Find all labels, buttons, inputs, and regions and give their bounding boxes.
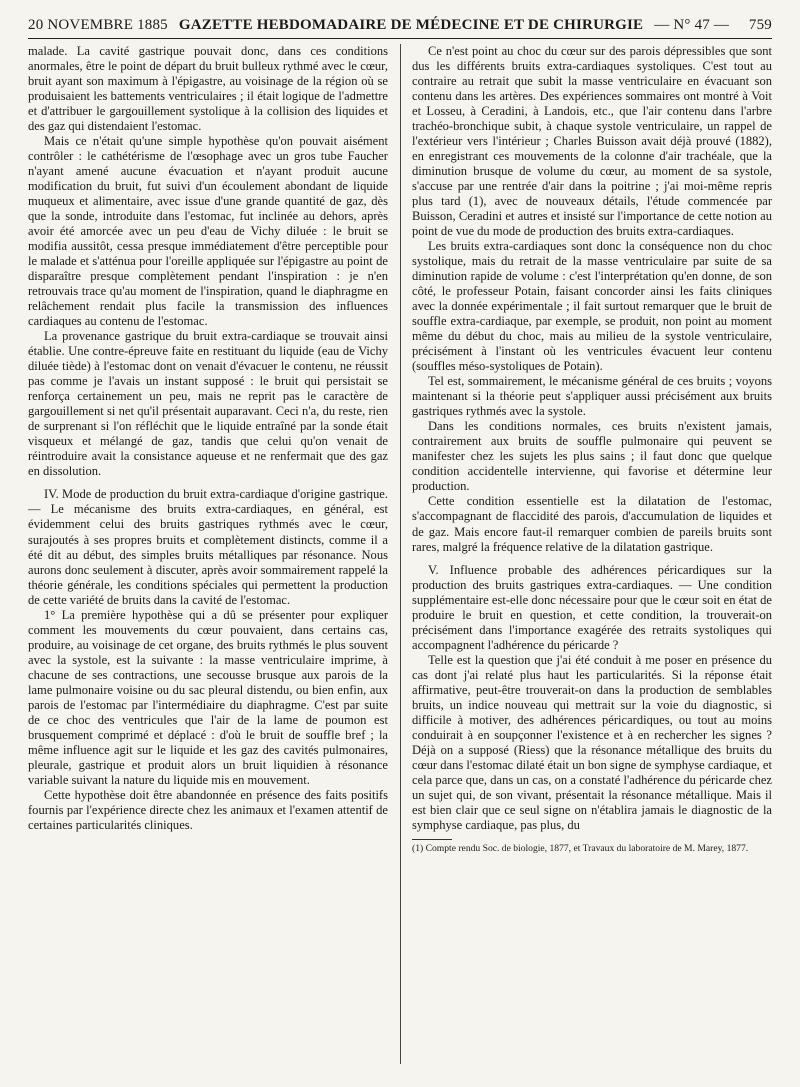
footnote: (1) Compte rendu Soc. de biologie, 1877, et Travaux du laboratoire de M. Marey, 1877. [412, 842, 749, 854]
paragraph: 1° La première hypothèse qui a dû se présenter pour expliquer comment les mouvements du cœur pouvaient, dans certains cas, produire, au voisinage de cet organe, des bruits rythmés le plus souvent avec la systole, est la suivante : la masse ventriculaire imprime, à chacune de ses contractions, une secousse brusque aux parois de la lame pulmonaire voisine ou du sac pleural distendu, ou bien enfin, aux parois de l'estomac par l'intermédiaire du diaphragme. C'est par suite de ce choc des ventricules que l'air de la lame de poumon est brusquement comprimé et déplacé : d'où le bruit de souffle bref ; la même influence agit sur le liquide et les gaz des cavités pulmonaires, pleurale, gastrique et produit alors un bruit liquidien à résonance variable suivant la nature du liquide mis en mouvement. [28, 607, 388, 787]
paragraph: Cette condition essentielle est la dilatation de l'estomac, s'accompagnant de flaccidité des parois, d'accumulation de liquides et de gaz. Mais encore faut-il remarquer combien de pareils bruits sont rares, malgré la fréquence relative de la dilatation gastrique. [412, 494, 772, 554]
header-page-number: 759 [748, 16, 772, 33]
paragraph: Ce n'est point au choc du cœur sur des parois dépressibles que sont dus les différents bruits extra-cardiaques systoliques. C'est tout au contraire au retrait que subit la masse ventriculaire en évacuant son contenu dans les artères. Des expériences sommaires ont montré à Voit et Losseu, à Ceradini, à Landois, etc., que l'air contenu dans l'arbre trachéo-bronchique subit, à chaque systole ventriculaire, un rappel de l'extérieur vers l'intérieur ; Charles Buisson avait déjà prouvé (1882), en enregistrant ces mouvements de la colonne d'air trachéale, que la diminution brusque de volume du cœur, au moment de sa systole, s'accuse par une rentrée d'air dans la poitrine ; j'ai moi-même repris plus tard (1), avec de nouveaux détails, l'étude commencée par Buisson, Ceradini et autres et insisté sur l'importance de cette notion au point de vue du mode de production des bruits extra-cardiaques. [412, 44, 772, 239]
header-issue-page [654, 17, 772, 34]
section-heading-paragraph: IV. Mode de production du bruit extra-cardiaque d'origine gastrique. — Le mécanisme des bruits extra-cardiaques, en général, est évidemment celui des bruits gastriques rythmés avec le cœur, surajoutés à ses propres bruits et complètement distincts, comme il a été dit au début, des simples bruits métalliques par résonance. Nous aurons donc seulement à discuter, après avoir sommairement rappelé la théorie générale, les conditions spéciales qui permettent la production de cette variété de bruits dans la cavité de l'estomac. [28, 487, 388, 607]
paragraph: malade. La cavité gastrique pouvait donc, dans ces conditions anormales, être le point de départ du bruit bulleux rythmé avec le cœur, bruit ayant son maximum à l'épigastre, au voisinage de la région où se produisaient les battements ventriculaires ; il était logique de l'admettre et d'attribuer le gargouillement systolique à la collision des liquides et des gaz qui distendaient l'estomac. [28, 44, 388, 134]
paragraph: Cette hypothèse doit être abandonnée en présence des faits positifs fournis par l'expérience directe chez les animaux et l'examen attentif de certaines particularités cliniques. [28, 787, 388, 832]
column-divider [400, 44, 401, 1064]
paragraph: Mais ce n'était qu'une simple hypothèse qu'on pouvait aisément contrôler : le cathétérisme de l'œsophage avec un gros tube Faucher n'ayant amené aucune évacuation et n'ayant produit aucune modification du bruit, fut suivi d'un écoulement abondant de liquide muqueux et alimentaire, avec issue d'une grande quantité de gaz, dès que la sonde, introduite dans l'estomac, fut inclinée au dehors, après avoir été amorcée avec un peu d'eau de Vichy diluée : le bruit se modifia aussitôt, cessa presque immédiatement d'être perceptible pour le malade et s'atténua pour l'oreille appliquée sur l'épigastre au point de disparaître presque complètement pendant l'inspiration : je n'en retrouvais trace qu'au moment de l'inspiration, quand le diaphragme en relâchement rendait plus facile la transmission des influences cardiaques au contenu de l'estomac. [28, 134, 388, 329]
section-heading-paragraph: V. Influence probable des adhérences péricardiques sur la production des bruits gastriques extra-cardiaques. — Une condition supplémentaire est-elle donc nécessaire pour que le cœur soit en état de produire le bruit en question, et cette condition, la trouverait-on précisément dans l'importance exagérée des retraits systoliques qui accompagnent l'adhérence du péricarde ? [412, 562, 772, 652]
running-header [28, 12, 772, 39]
footnote-rule [412, 839, 452, 840]
paragraph: Tel est, sommairement, le mécanisme général de ces bruits ; voyons maintenant si la théorie peut s'appliquer aussi précisément aux bruits gastriques rythmés avec la systole. [412, 374, 772, 419]
paragraph: Dans les conditions normales, ces bruits n'existent jamais, contrairement aux bruits de souffle pulmonaire qui peuvent se manifester chez les sujets les plus sains ; il faut donc que quelque condition accidentelle intervienne, qui favorise et détermine leur production. [412, 419, 772, 494]
paragraph: Telle est la question que j'ai été conduit à me poser en présence du cas dont j'ai relaté plus haut les particularités. Si la réponse était affirmative, peut-être trouverait-on dans la production de semblables bruits, un indice nouveau qui mettrait sur la voie du diagnostic, si difficile à motiver, des adhérences péricardiques, ou tout au moins conduirait à en soupçonner l'existence et à en rechercher les signes ? Déjà on a supposé (Riess) que la résonance métallique des bruits du cœur dans l'estomac dilaté était un bon signe de symphyse cardiaque, et cela parce que, dans un cas, on a constaté l'adhérence du péricarde chez un sujet qui, de son vivant, présentait la résonance métallique. Mais il est bien clair que ce seul signe on n'établira jamais le diagnostic de la symphyse cardiaque, pas plus, du [412, 652, 772, 832]
left-column [28, 44, 388, 1084]
paragraph: Les bruits extra-cardiaques sont donc la conséquence non du choc systolique, mais du retrait de la masse ventriculaire par suite de sa diminution rapide de volume : c'est l'interprétation qu'en donne, de son côté, le professeur Potain, faisant concorder ainsi les faits cliniques avec la donnée expérimentale ; il fait surtout remarquer que le bruit de souffle extra-cardiaque, par exemple, se produit, non point au moment même du début du choc, mais au milieu de la systole ventriculaire, précisément à l'instant où les ventricules évacuent leur contenu (souffles méso-systoliques de Potain). [412, 239, 772, 374]
paragraph: La provenance gastrique du bruit extra-cardiaque se trouvait ainsi établie. Une contre-épreuve faite en restituant du liquide (eau de Vichy diluée tiède) à l'estomac dont on venait d'évacuer le contenu, ne réussit pas comme je l'avais un instant supposé : le bruit qui persistait se renforça certainement un peu, mais ne reprit pas le caractère de gargouillement si net qu'il présentait auparavant. Ceci n'a, du reste, rien de surprenant si l'on réfléchit que le liquide entraîné par la sonde était visqueux et mélangé de gaz, tandis que celui qu'on venait de réintroduire avait la consistance aqueuse et ne renfermait que des gaz en dissolution. [28, 329, 388, 479]
header-issue: — N° 47 — [654, 16, 730, 33]
header-journal-title: GAZETTE HEBDOMADAIRE DE MÉDECINE ET DE CHIRURGIE [178, 16, 644, 33]
header-date: 20 NOVEMBRE 1885 [28, 16, 168, 33]
right-column [412, 44, 772, 1084]
journal-page [28, 0, 772, 1087]
